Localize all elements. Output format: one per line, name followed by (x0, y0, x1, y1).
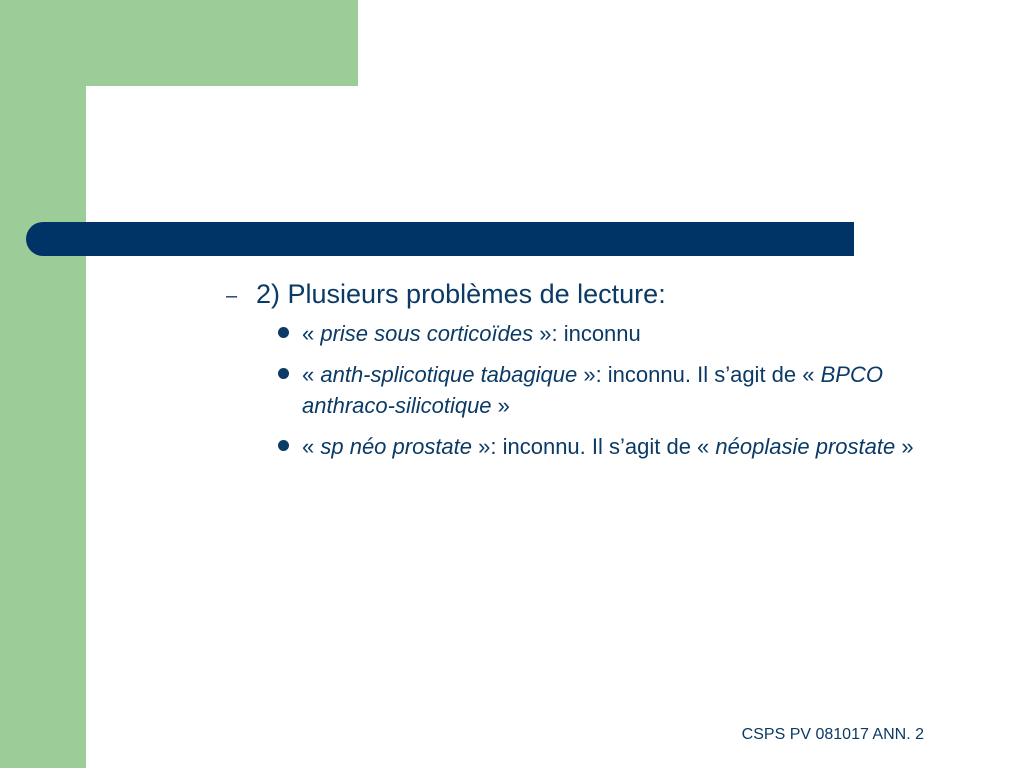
item-text-italic: anth-splicotique tabagique (320, 362, 578, 387)
bullet-dot-icon (278, 327, 289, 338)
content-rounded-corner (86, 86, 206, 206)
bullet-list (226, 318, 986, 462)
item-text-plain: « (302, 362, 321, 387)
bullet-dot-icon (278, 368, 289, 379)
item-text-plain: » (895, 434, 914, 459)
item-text-plain: « (302, 434, 321, 459)
green-side-band (0, 0, 86, 768)
item-text-plain: »: inconnu. Il s’agit de « (577, 362, 821, 387)
level1-heading: 2) Plusieurs problèmes de lecture: (256, 279, 666, 309)
item-text-italic: sp néo prostate (320, 434, 473, 459)
bullet-item-3 (276, 431, 972, 462)
item-text-italic: BPCO anthraco-silicotique (302, 362, 883, 418)
slide-footer: CSPS PV 081017 ANN. 2 (741, 726, 924, 743)
bullet-item-1 (276, 318, 972, 349)
item-text-plain: « (302, 321, 321, 346)
item-text-plain: » (491, 393, 510, 418)
bullet-dot-icon (278, 440, 289, 451)
green-top-band (0, 0, 358, 86)
slide-content (226, 276, 986, 472)
item-text-plain: »: inconnu (533, 321, 641, 346)
item-text-italic: néoplasie prostate (715, 434, 896, 459)
bullet-item-2 (276, 359, 972, 421)
item-text-plain: »: inconnu. Il s’agit de « (472, 434, 716, 459)
item-text-italic: prise sous corticoïdes (320, 321, 534, 346)
level1-item (226, 276, 986, 312)
title-bar (26, 222, 854, 256)
dash-bullet: – (226, 285, 238, 307)
